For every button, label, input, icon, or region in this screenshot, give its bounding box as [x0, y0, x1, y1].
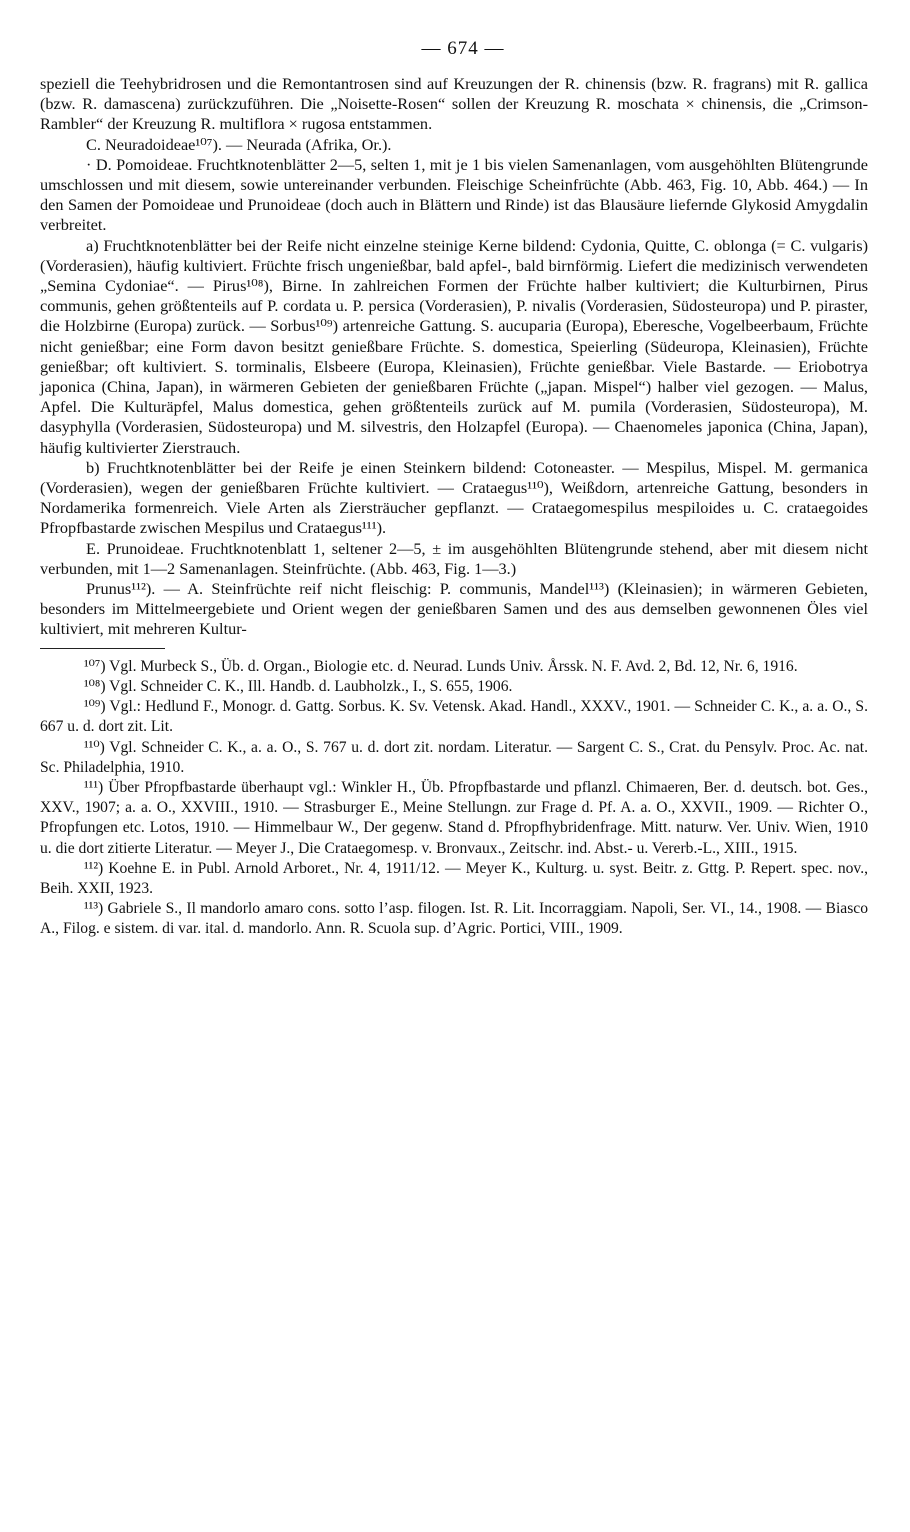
paragraph-neuradoideae: C. Neuradoideae¹⁰⁷). — Neurada (Afrika, Or.). — [86, 134, 392, 154]
paragraph-roses: speziell die Teehybridrosen und die Remontantrosen sind auf Kreuzungen der R. chinensis (bzw. R. fragrans) mit R. gallica (bzw. R. damascena) zurückzuführen. Die „Noisette-Rosen“ sollen der Kreuzung R. moschata × chinensis, die „Crimson-Rambler“ der Kreuzung R. multiflora × rugosa entstammen. — [40, 74, 868, 134]
footnote-110: ¹¹⁰) Vgl. Schneider C. K., a. a. O., S. 767 u. d. dort zit. nordam. Literatur. — Sargent C. S., Crat. du Pensylv. Proc. Ac. nat. Sc. Philadelphia, 1910. — [40, 738, 868, 776]
footnote-108: ¹⁰⁸) Vgl. Schneider C. K., Ill. Handb. d. Laubholzk., I., S. 655, 1906. — [84, 677, 513, 695]
footnote-113: ¹¹³) Gabriele S., Il mandorlo amaro cons. sotto l’asp. filogen. Ist. R. Lit. Incorraggiam. Napoli, Ser. VI., 14., 1908. — Biasco A., Filog. e sistem. di var. ital. d. mandorlo. Ann. R. Scuola sup. d’Agric. Portici, VIII., 1909. — [40, 900, 868, 938]
document-page — [40, 38, 868, 940]
paragraph-prunoideae: E. Prunoideae. Fruchtknotenblatt 1, seltener 2—5, ± im ausgehöhlten Blütengrunde stehend, aber mit diesem nicht verbunden, mit 1—2 Samenanlagen. Steinfrüchte. (Abb. 463, Fig. 1—3.) — [40, 538, 868, 578]
paragraph-prunus: Prunus¹¹²). — A. Steinfrüchte reif nicht fleischig: P. communis, Mandel¹¹³) (Kleinasien); in wärmeren Gebieten, besonders im Mittelmeergebiete und Orient wegen der genießbaren Samen und des aus demselben gewonnenen Öles viel kultiviert, mit mehreren Kultur- — [40, 579, 868, 639]
footnotes — [40, 657, 868, 940]
paragraph-pomoideae-b: b) Fruchtknotenblätter bei der Reife je einen Steinkern bildend: Cotoneaster. — Mespilus, Mispel. M. germanica (Vorderasien), wegen der genießbaren Früchte kultiviert. — Crataegus¹¹⁰), Weißdorn, artenreiche Gattung, besonders in Nordamerika formenreich. Viele Arten als Ziersträucher gepflanzt. — Crataegomespilus mespiloides u. C. crataegoides Pfropfbastarde zwischen Mespilus und Crataegus¹¹¹). — [40, 457, 868, 538]
footnote-107: ¹⁰⁷) Vgl. Murbeck S., Üb. d. Organ., Biologie etc. d. Neurad. Lunds Univ. Årssk. N. F. Avd. 2, Bd. 12, Nr. 6, 1916. — [84, 657, 798, 675]
footnote-109: ¹⁰⁹) Vgl.: Hedlund F., Monogr. d. Gattg. Sorbus. K. Sv. Vetensk. Akad. Handl., XXXV., 1901. — Schneider C. K., a. a. O., S. 667 u. d. dort zit. Lit. — [40, 698, 868, 736]
paragraph-pomoideae-a: a) Fruchtknotenblätter bei der Reife nicht einzelne steinige Kerne bildend: Cydonia, Quitte, C. oblonga (= C. vulgaris) (Vorderasien), häufig kultiviert. Früchte frisch ungenießbar, bald apfel-, bald birnförmig. Liefert die medizinisch verwendeten „Semina Cydoniae“. — Pirus¹⁰⁸), Birne. In zahlreichen Formen der Früchte halber kultiviert; die Kulturbirnen, Pirus communis, gehen größtenteils auf P. cordata u. P. persica (Vorderasien), P. nivalis (Vorderasien, Südosteuropa) und P. piraster, die Holzbirne (Europa) zurück. — Sorbus¹⁰⁹) artenreiche Gattung. S. aucuparia (Europa), Eberesche, Vogelbeerbaum, Früchte nicht genießbar; eine Form davon besitzt genießbare Früchte. S. domestica, Speierling (Südeuropa, Kleinasien), Früchte genießbar; oft kultiviert. S. torminalis, Elsbeere (Europa, Kleinasien), Früchte genießbar. Viele Bastarde. — Eriobotrya japonica (China, Japan), in wärmeren Gebieten der genießbaren Früchte („japan. Mispel“) halber viel gezogen. — Malus, Apfel. Die Kulturäpfel, Malus domestica, gehen größtenteils zurück auf M. pumila (Vorderasien, Südosteuropa), M. dasyphylla (Vorderasien, Südosteuropa) und M. silvestris, den Holzapfel (Europa). — Chaenomeles japonica (China, Japan), häufig kultivierter Zierstrauch. — [40, 235, 868, 457]
page-number: — 674 — — [421, 38, 505, 59]
footnote-divider — [40, 648, 165, 649]
footnote-112: ¹¹²) Koehne E. in Publ. Arnold Arboret., Nr. 4, 1911/12. — Meyer K., Kulturg. u. syst. Beitr. z. Gttg. P. Repert. spec. nov., Beih. XXII, 1923. — [40, 859, 868, 897]
paragraph-pomoideae: · D. Pomoideae. Fruchtknotenblätter 2—5, selten 1, mit je 1 bis vielen Samenanlagen, vom ausgehöhlten Blütengrunde umschlossen und mit diesem, sowie untereinander verbunden. Fleischige Scheinfrüchte (Abb. 463, Fig. 10, Abb. 464.) — In den Samen der Pomoideae und Prunoideae (doch auch in Blättern und Rinde) ist das Blausäure liefernde Glykosid Amygdalin verbreitet. — [40, 154, 868, 235]
footnote-111: ¹¹¹) Über Pfropfbastarde überhaupt vgl.: Winkler H., Üb. Pfropfbastarde und pflanzl. Chimaeren, Ber. d. deutsch. bot. Ges., XXV., 1907; a. a. O., XXVIII., 1910. — Strasburger E., Meine Stellungn. zur Frage d. Pf. A. a. O., XXVII., 1909. — Richter O., Pfropfungen etc. Lotos, 1910. — Himmelbaur W., Der gegenw. Stand d. Pfropfhybridenfrage. Mitt. naturw. Ver. Univ. Wien, 1910 u. die dort zitierte Literatur. — Meyer J., Die Crataegomesp. v. Bronvaux., Zeitschr. ind. Abst.- u. Vererb.-L., XIII., 1915. — [40, 778, 868, 857]
